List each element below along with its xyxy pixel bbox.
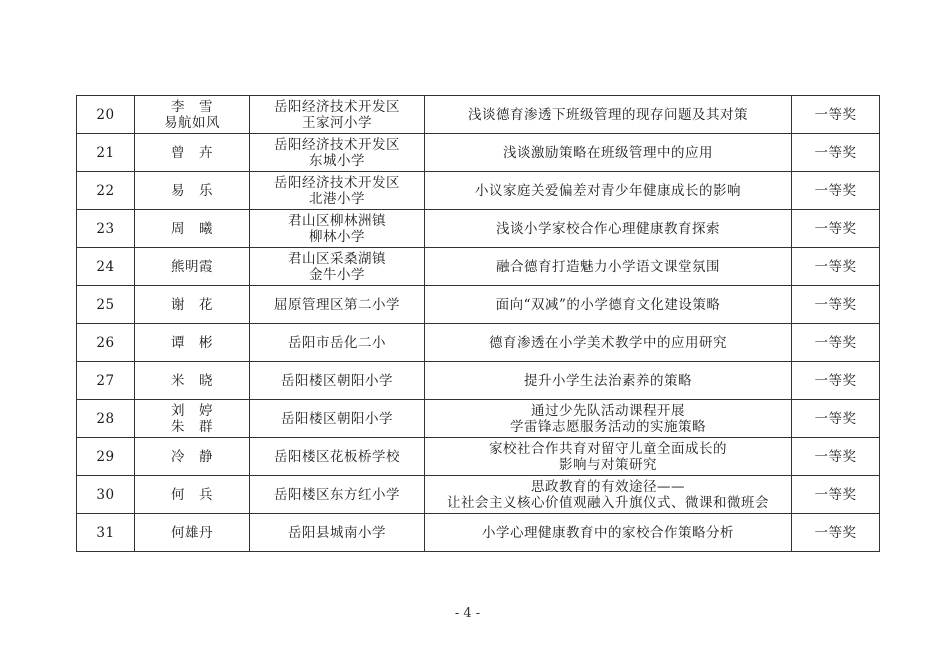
- paper-title: [425, 514, 792, 552]
- author-name: [135, 210, 250, 248]
- table-row: [77, 172, 880, 210]
- paper-title: [425, 400, 792, 438]
- paper-title-line: 德育渗透在小学美术教学中的应用研究: [489, 334, 727, 351]
- row-number: 21: [77, 134, 135, 172]
- paper-title: [425, 172, 792, 210]
- author-name-line: 易航如风: [164, 114, 220, 131]
- award-level: 一等奖: [792, 438, 880, 476]
- table-row: [77, 400, 880, 438]
- table-row: [77, 248, 880, 286]
- award-level: 一等奖: [792, 96, 880, 134]
- author-name: [135, 172, 250, 210]
- author-name-line: 何雄丹: [171, 524, 213, 541]
- row-number: 20: [77, 96, 135, 134]
- table-row: [77, 324, 880, 362]
- paper-title: [425, 476, 792, 514]
- paper-title-line: 提升小学生法治素养的策略: [524, 372, 692, 389]
- school-name-line: 岳阳经济技术开发区: [274, 136, 400, 153]
- school-name-line: 岳阳楼区东方红小学: [274, 486, 400, 503]
- row-number: 22: [77, 172, 135, 210]
- school-name-line: 王家河小学: [302, 114, 372, 131]
- author-name-line: 熊明霞: [171, 258, 213, 275]
- author-name-line: 刘 婷: [171, 402, 213, 419]
- author-name-line: 米 晓: [171, 372, 213, 389]
- table-row: [77, 134, 880, 172]
- school-name-line: 岳阳市岳化二小: [288, 334, 386, 351]
- author-name-line: 何 兵: [171, 486, 213, 503]
- award-level: 一等奖: [792, 172, 880, 210]
- paper-title: [425, 286, 792, 324]
- author-name: [135, 400, 250, 438]
- author-name: [135, 514, 250, 552]
- paper-title: [425, 324, 792, 362]
- school-name-line: 东城小学: [309, 152, 365, 169]
- table-row: [77, 362, 880, 400]
- author-name: [135, 476, 250, 514]
- school-name: [250, 96, 425, 134]
- author-name-line: 周 曦: [171, 220, 213, 237]
- school-name-line: 岳阳楼区花板桥学校: [274, 448, 400, 465]
- school-name-line: 柳林小学: [309, 228, 365, 245]
- paper-title-line: 浅谈德育渗透下班级管理的现存问题及其对策: [468, 106, 748, 123]
- row-number: 27: [77, 362, 135, 400]
- award-level: 一等奖: [792, 400, 880, 438]
- school-name: [250, 134, 425, 172]
- award-level: 一等奖: [792, 476, 880, 514]
- paper-title-line: 浅谈激励策略在班级管理中的应用: [503, 144, 713, 161]
- author-name-line: 曾 卉: [171, 144, 213, 161]
- school-name-line: 金牛小学: [309, 266, 365, 283]
- author-name: [135, 362, 250, 400]
- author-name: [135, 438, 250, 476]
- school-name-line: 北港小学: [309, 190, 365, 207]
- author-name-line: 冷 静: [171, 448, 213, 465]
- paper-title: [425, 362, 792, 400]
- table-row: [77, 514, 880, 552]
- paper-title: [425, 96, 792, 134]
- school-name-line: 岳阳经济技术开发区: [274, 174, 400, 191]
- paper-title-line: 影响与对策研究: [559, 456, 657, 473]
- school-name: [250, 400, 425, 438]
- school-name-line: 岳阳经济技术开发区: [274, 98, 400, 115]
- author-name-line: 李 雪: [171, 98, 213, 115]
- author-name: [135, 324, 250, 362]
- paper-title-line: 让社会主义核心价值观融入升旗仪式、微课和微班会: [447, 494, 769, 511]
- school-name-line: 屈原管理区第二小学: [274, 296, 400, 313]
- awards-table: [76, 95, 880, 552]
- table-row: [77, 96, 880, 134]
- paper-title: [425, 248, 792, 286]
- school-name: [250, 324, 425, 362]
- paper-title: [425, 134, 792, 172]
- awards-table-body: [77, 96, 880, 552]
- row-number: 23: [77, 210, 135, 248]
- table-row: [77, 438, 880, 476]
- author-name: [135, 248, 250, 286]
- award-level: 一等奖: [792, 324, 880, 362]
- paper-title-line: 融合德育打造魅力小学语文课堂氛围: [496, 258, 720, 275]
- row-number: 24: [77, 248, 135, 286]
- author-name-line: 易 乐: [171, 182, 213, 199]
- row-number: 31: [77, 514, 135, 552]
- author-name-line: 朱 群: [171, 418, 213, 435]
- table-row: [77, 476, 880, 514]
- row-number: 29: [77, 438, 135, 476]
- paper-title-line: 学雷锋志愿服务活动的实施策略: [510, 418, 706, 435]
- school-name: [250, 210, 425, 248]
- award-level: 一等奖: [792, 210, 880, 248]
- paper-title-line: 小议家庭关爱偏差对青少年健康成长的影响: [475, 182, 741, 199]
- school-name: [250, 476, 425, 514]
- row-number: 28: [77, 400, 135, 438]
- award-level: 一等奖: [792, 362, 880, 400]
- award-level: 一等奖: [792, 248, 880, 286]
- school-name: [250, 514, 425, 552]
- award-level: 一等奖: [792, 286, 880, 324]
- paper-title-line: 面向“双减”的小学德育文化建设策略: [495, 296, 721, 313]
- paper-title-line: 家校社合作共育对留守儿童全面成长的: [489, 440, 727, 457]
- school-name-line: 君山区采桑湖镇: [288, 250, 386, 267]
- paper-title-line: 小学心理健康教育中的家校合作策略分析: [482, 524, 734, 541]
- table-row: [77, 210, 880, 248]
- paper-title: [425, 210, 792, 248]
- award-level: 一等奖: [792, 134, 880, 172]
- row-number: 26: [77, 324, 135, 362]
- award-level: 一等奖: [792, 514, 880, 552]
- table-row: [77, 286, 880, 324]
- paper-title-line: 思政教育的有效途径——: [531, 478, 685, 495]
- page-number: - 4 -: [454, 606, 481, 621]
- school-name-line: 岳阳县城南小学: [288, 524, 386, 541]
- school-name: [250, 286, 425, 324]
- paper-title-line: 浅谈小学家校合作心理健康教育探索: [496, 220, 720, 237]
- school-name: [250, 172, 425, 210]
- author-name: [135, 286, 250, 324]
- author-name: [135, 96, 250, 134]
- paper-title: [425, 438, 792, 476]
- author-name-line: 谢 花: [171, 296, 213, 313]
- paper-title-line: 通过少先队活动课程开展: [531, 402, 685, 419]
- school-name: [250, 362, 425, 400]
- school-name: [250, 248, 425, 286]
- school-name-line: 君山区柳林洲镇: [288, 212, 386, 229]
- row-number: 30: [77, 476, 135, 514]
- author-name: [135, 134, 250, 172]
- school-name-line: 岳阳楼区朝阳小学: [281, 372, 393, 389]
- school-name: [250, 438, 425, 476]
- school-name-line: 岳阳楼区朝阳小学: [281, 410, 393, 427]
- author-name-line: 谭 彬: [171, 334, 213, 351]
- row-number: 25: [77, 286, 135, 324]
